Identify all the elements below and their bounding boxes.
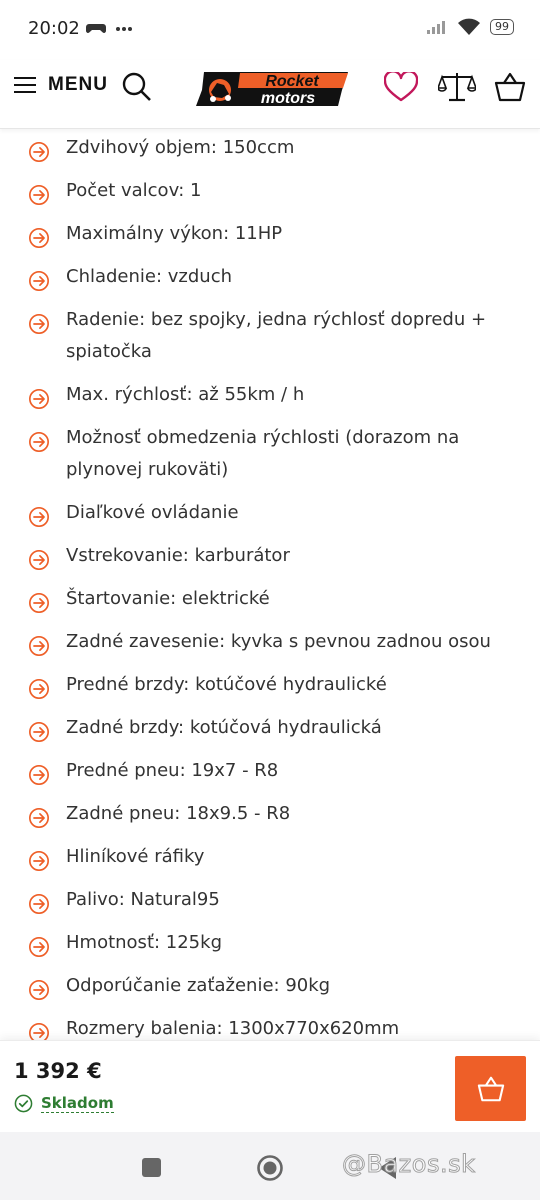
- spec-item: [0, 841, 540, 873]
- wifi-icon: [458, 18, 480, 36]
- spec-item: [0, 626, 540, 658]
- arrow-right-circle-icon: [28, 141, 50, 163]
- recents-button[interactable]: [142, 1158, 161, 1177]
- purchase-bar: [0, 1040, 540, 1133]
- home-button[interactable]: [256, 1154, 284, 1186]
- site-header: [0, 60, 540, 129]
- spec-item: [0, 422, 540, 486]
- status-bar: [0, 0, 540, 60]
- spec-text: Max. rýchlosť: až 55km / h: [66, 384, 305, 405]
- scales-icon: [438, 71, 476, 103]
- arrow-right-circle-icon: [28, 506, 50, 528]
- watermark: @Bazos.sk: [342, 1150, 476, 1178]
- arrow-right-circle-icon: [28, 721, 50, 743]
- arrow-right-circle-icon: [28, 678, 50, 700]
- basket-icon: [477, 1076, 505, 1102]
- spec-text: Možnosť obmedzenia rýchlosti (dorazom na plynovej rukoväti): [66, 427, 460, 480]
- spec-text: Predné brzdy: kotúčové hydraulické: [66, 674, 387, 695]
- spec-text: Diaľkové ovládanie: [66, 502, 239, 523]
- spec-item: [0, 583, 540, 615]
- spec-item: [0, 540, 540, 572]
- arrow-right-circle-icon: [28, 184, 50, 206]
- product-price: 1 392 €: [14, 1059, 102, 1083]
- spec-text: Rozmery balenia: 1300x770x620mm: [66, 1018, 400, 1039]
- arrow-right-circle-icon: [28, 592, 50, 614]
- basket-icon: [494, 72, 526, 102]
- logo-text-rocket: Rocket: [265, 73, 319, 90]
- spec-item: [0, 1013, 540, 1040]
- spec-text: Počet valcov: 1: [66, 180, 202, 201]
- compare-button[interactable]: [438, 71, 476, 107]
- gamepad-icon: [86, 20, 106, 36]
- spec-item: [0, 927, 540, 959]
- arrow-right-circle-icon: [28, 431, 50, 453]
- spec-text: Vstrekovanie: karburátor: [66, 545, 290, 566]
- battery-icon: 99: [490, 19, 514, 35]
- more-dots-icon: [115, 20, 133, 36]
- heart-icon: [384, 72, 418, 102]
- spec-item: [0, 132, 540, 164]
- spec-text: Chladenie: vzduch: [66, 266, 233, 287]
- spec-item: [0, 669, 540, 701]
- spec-text: Hmotnosť: 125kg: [66, 932, 222, 953]
- spec-text: Palivo: Natural95: [66, 889, 220, 910]
- arrow-right-circle-icon: [28, 893, 50, 915]
- status-left-icons: [86, 20, 133, 40]
- search-button[interactable]: [121, 71, 153, 107]
- spec-item: [0, 218, 540, 250]
- arrow-right-circle-icon: [28, 764, 50, 786]
- spec-item: [0, 970, 540, 1002]
- spec-text: Radenie: bez spojky, jedna rýchlosť dopredu + spiatočka: [66, 309, 487, 362]
- signal-icon: [426, 19, 448, 35]
- spec-item: [0, 304, 540, 368]
- spec-item: [0, 379, 540, 411]
- hamburger-icon: [14, 75, 38, 95]
- arrow-right-circle-icon: [28, 936, 50, 958]
- spec-text: Zdvihový objem: 150ccm: [66, 137, 295, 158]
- spec-text: Maximálny výkon: 11HP: [66, 223, 283, 244]
- stock-status: [14, 1094, 114, 1113]
- logo-text-motors: motors: [260, 90, 316, 107]
- status-time: 20:02: [28, 18, 80, 39]
- spec-item: [0, 497, 540, 529]
- arrow-right-circle-icon: [28, 850, 50, 872]
- favorites-button[interactable]: [384, 72, 418, 106]
- spec-text: Štartovanie: elektrické: [66, 588, 270, 609]
- check-circle-icon: [14, 1094, 33, 1113]
- arrow-right-circle-icon: [28, 1022, 50, 1040]
- rocket-motors-logo: [192, 70, 352, 108]
- spec-text: Odporúčanie zaťaženie: 90kg: [66, 975, 331, 996]
- arrow-right-circle-icon: [28, 635, 50, 657]
- arrow-right-circle-icon: [28, 313, 50, 335]
- add-to-cart-button[interactable]: [455, 1056, 526, 1121]
- spec-list: [0, 132, 540, 1040]
- menu-button[interactable]: [14, 74, 108, 96]
- search-icon: [121, 71, 153, 103]
- spec-item: [0, 261, 540, 293]
- arrow-right-circle-icon: [28, 227, 50, 249]
- site-logo[interactable]: [192, 70, 352, 112]
- spec-text: Zadné zavesenie: kyvka s pevnou zadnou osou: [66, 631, 491, 652]
- spec-item: [0, 755, 540, 787]
- arrow-right-circle-icon: [28, 388, 50, 410]
- spec-text: Zadné pneu: 18x9.5 - R8: [66, 803, 291, 824]
- arrow-right-circle-icon: [28, 979, 50, 1001]
- spec-item: [0, 798, 540, 830]
- spec-text: Zadné brzdy: kotúčová hydraulická: [66, 717, 382, 738]
- spec-text: Hliníkové ráfiky: [66, 846, 205, 867]
- spec-item: [0, 712, 540, 744]
- menu-label: MENU: [48, 74, 108, 95]
- arrow-right-circle-icon: [28, 549, 50, 571]
- spec-text: Predné pneu: 19x7 - R8: [66, 760, 279, 781]
- home-circle-icon: [256, 1154, 284, 1182]
- arrow-right-circle-icon: [28, 270, 50, 292]
- spec-item: [0, 884, 540, 916]
- header-cart-button[interactable]: [494, 72, 526, 106]
- stock-label[interactable]: Skladom: [41, 1094, 114, 1112]
- arrow-right-circle-icon: [28, 807, 50, 829]
- status-right-icons: [426, 18, 514, 36]
- spec-item: [0, 175, 540, 207]
